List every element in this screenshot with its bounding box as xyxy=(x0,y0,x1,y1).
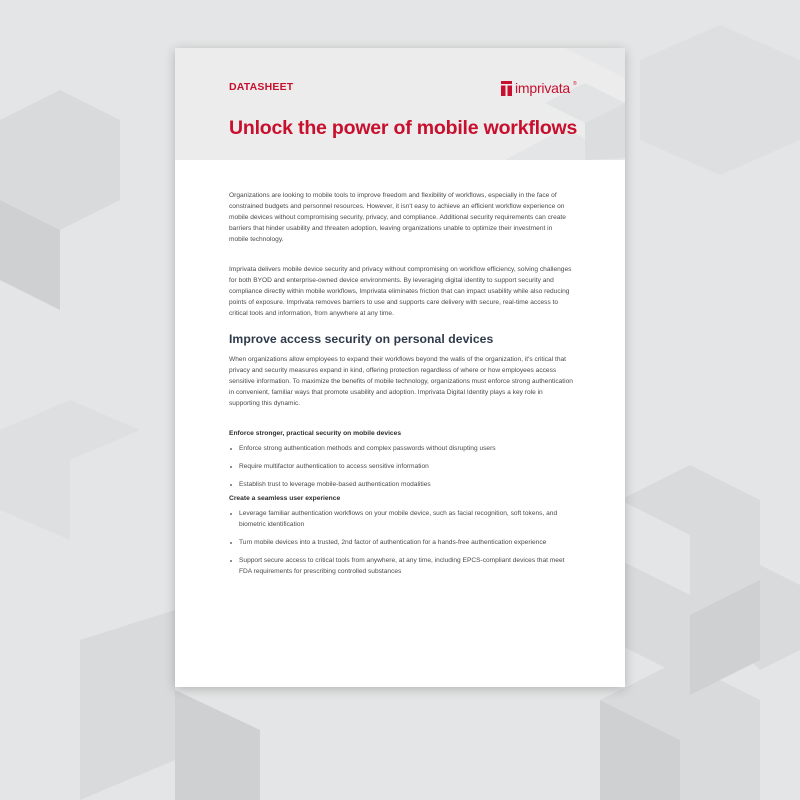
bullet-icon xyxy=(230,560,232,562)
document-type-label: DATASHEET xyxy=(229,81,294,93)
list-item xyxy=(229,508,573,530)
bullet-text: Support secure access to critical tools from anywhere, at any time, including EPCS-compliant devices that meet FDA requirements for prescribing controlled substances xyxy=(239,557,565,575)
datasheet-page xyxy=(175,48,625,687)
trademark-symbol: ® xyxy=(573,81,577,87)
bullet-icon xyxy=(230,542,232,544)
imprivata-logo-icon xyxy=(501,81,512,96)
brand-name: imprivata xyxy=(515,80,570,96)
document-title: Unlock the power of mobile workflows xyxy=(229,117,578,139)
bullet-text: Leverage familiar authentication workflows on your mobile device, such as facial recognition, soft tokens, and biometric identification xyxy=(239,510,558,528)
section-intro-paragraph: When organizations allow employees to expand their workflows beyond the walls of the organization, it's critical that privacy and security measures expand in kind, offering protection regardless of where or how employees access sensitive information. To maximize the benefits of mobile technology, organizations must enforce strong authentication in convenient, familiar ways that promote usability and adoption. Imprivata Digital Identity plays a key role in supporting this dynamic. xyxy=(229,356,573,407)
brand-logo[interactable] xyxy=(501,79,577,97)
intro-paragraph-1: Organizations are looking to mobile tools to improve freedom and flexibility of workflows, especially in the face of constrained budgets and personnel resources. However, it isn't easy to achieve an efficient workflow experience on mobile devices without compromising security, privacy, and compliance. Additional security requirements can create barriers that hinder usability and threaten adoption, leaving organizations unable to optimize their investment in mobile technology. xyxy=(229,192,566,243)
bullet-icon xyxy=(230,466,232,468)
bullet-text: Establish trust to leverage mobile-based authentication modalities xyxy=(239,481,431,488)
bullet-text: Require multifactor authentication to access sensitive information xyxy=(239,463,429,470)
header-pattern xyxy=(175,48,625,160)
list-item xyxy=(229,461,573,472)
bullet-icon xyxy=(230,484,232,486)
subsection-heading-user-experience: Create a seamless user experience xyxy=(229,495,341,502)
subsection-heading-security: Enforce stronger, practical security on mobile devices xyxy=(229,430,402,437)
bullet-list-security xyxy=(229,443,573,497)
page-header xyxy=(175,48,625,160)
bullet-text: Enforce strong authentication methods and complex passwords without disrupting users xyxy=(239,445,496,452)
list-item xyxy=(229,537,573,548)
intro-paragraph-2: Imprivata delivers mobile device security and privacy without compromising on workflow efficiency, solving challenges for both BYOD and enterprise-owned device environments. By leveraging digital identity to support security and compliance directly within mobile workflows, Imprivata eliminates friction that can impact usability while also reducing points of exposure. Imprivata removes barriers to use and supports care delivery with secure, real-time access to critical tools and information, from anywhere at any time. xyxy=(229,266,572,317)
list-item xyxy=(229,443,573,454)
bullet-icon xyxy=(230,448,232,450)
bullet-icon xyxy=(230,513,232,515)
bullet-list-user-experience xyxy=(229,508,573,584)
list-item xyxy=(229,555,573,577)
section-heading: Improve access security on personal devices xyxy=(229,332,494,346)
list-item xyxy=(229,479,573,490)
bullet-text: Turn mobile devices into a trusted, 2nd factor of authentication for a hands-free authentication experience xyxy=(239,539,547,546)
